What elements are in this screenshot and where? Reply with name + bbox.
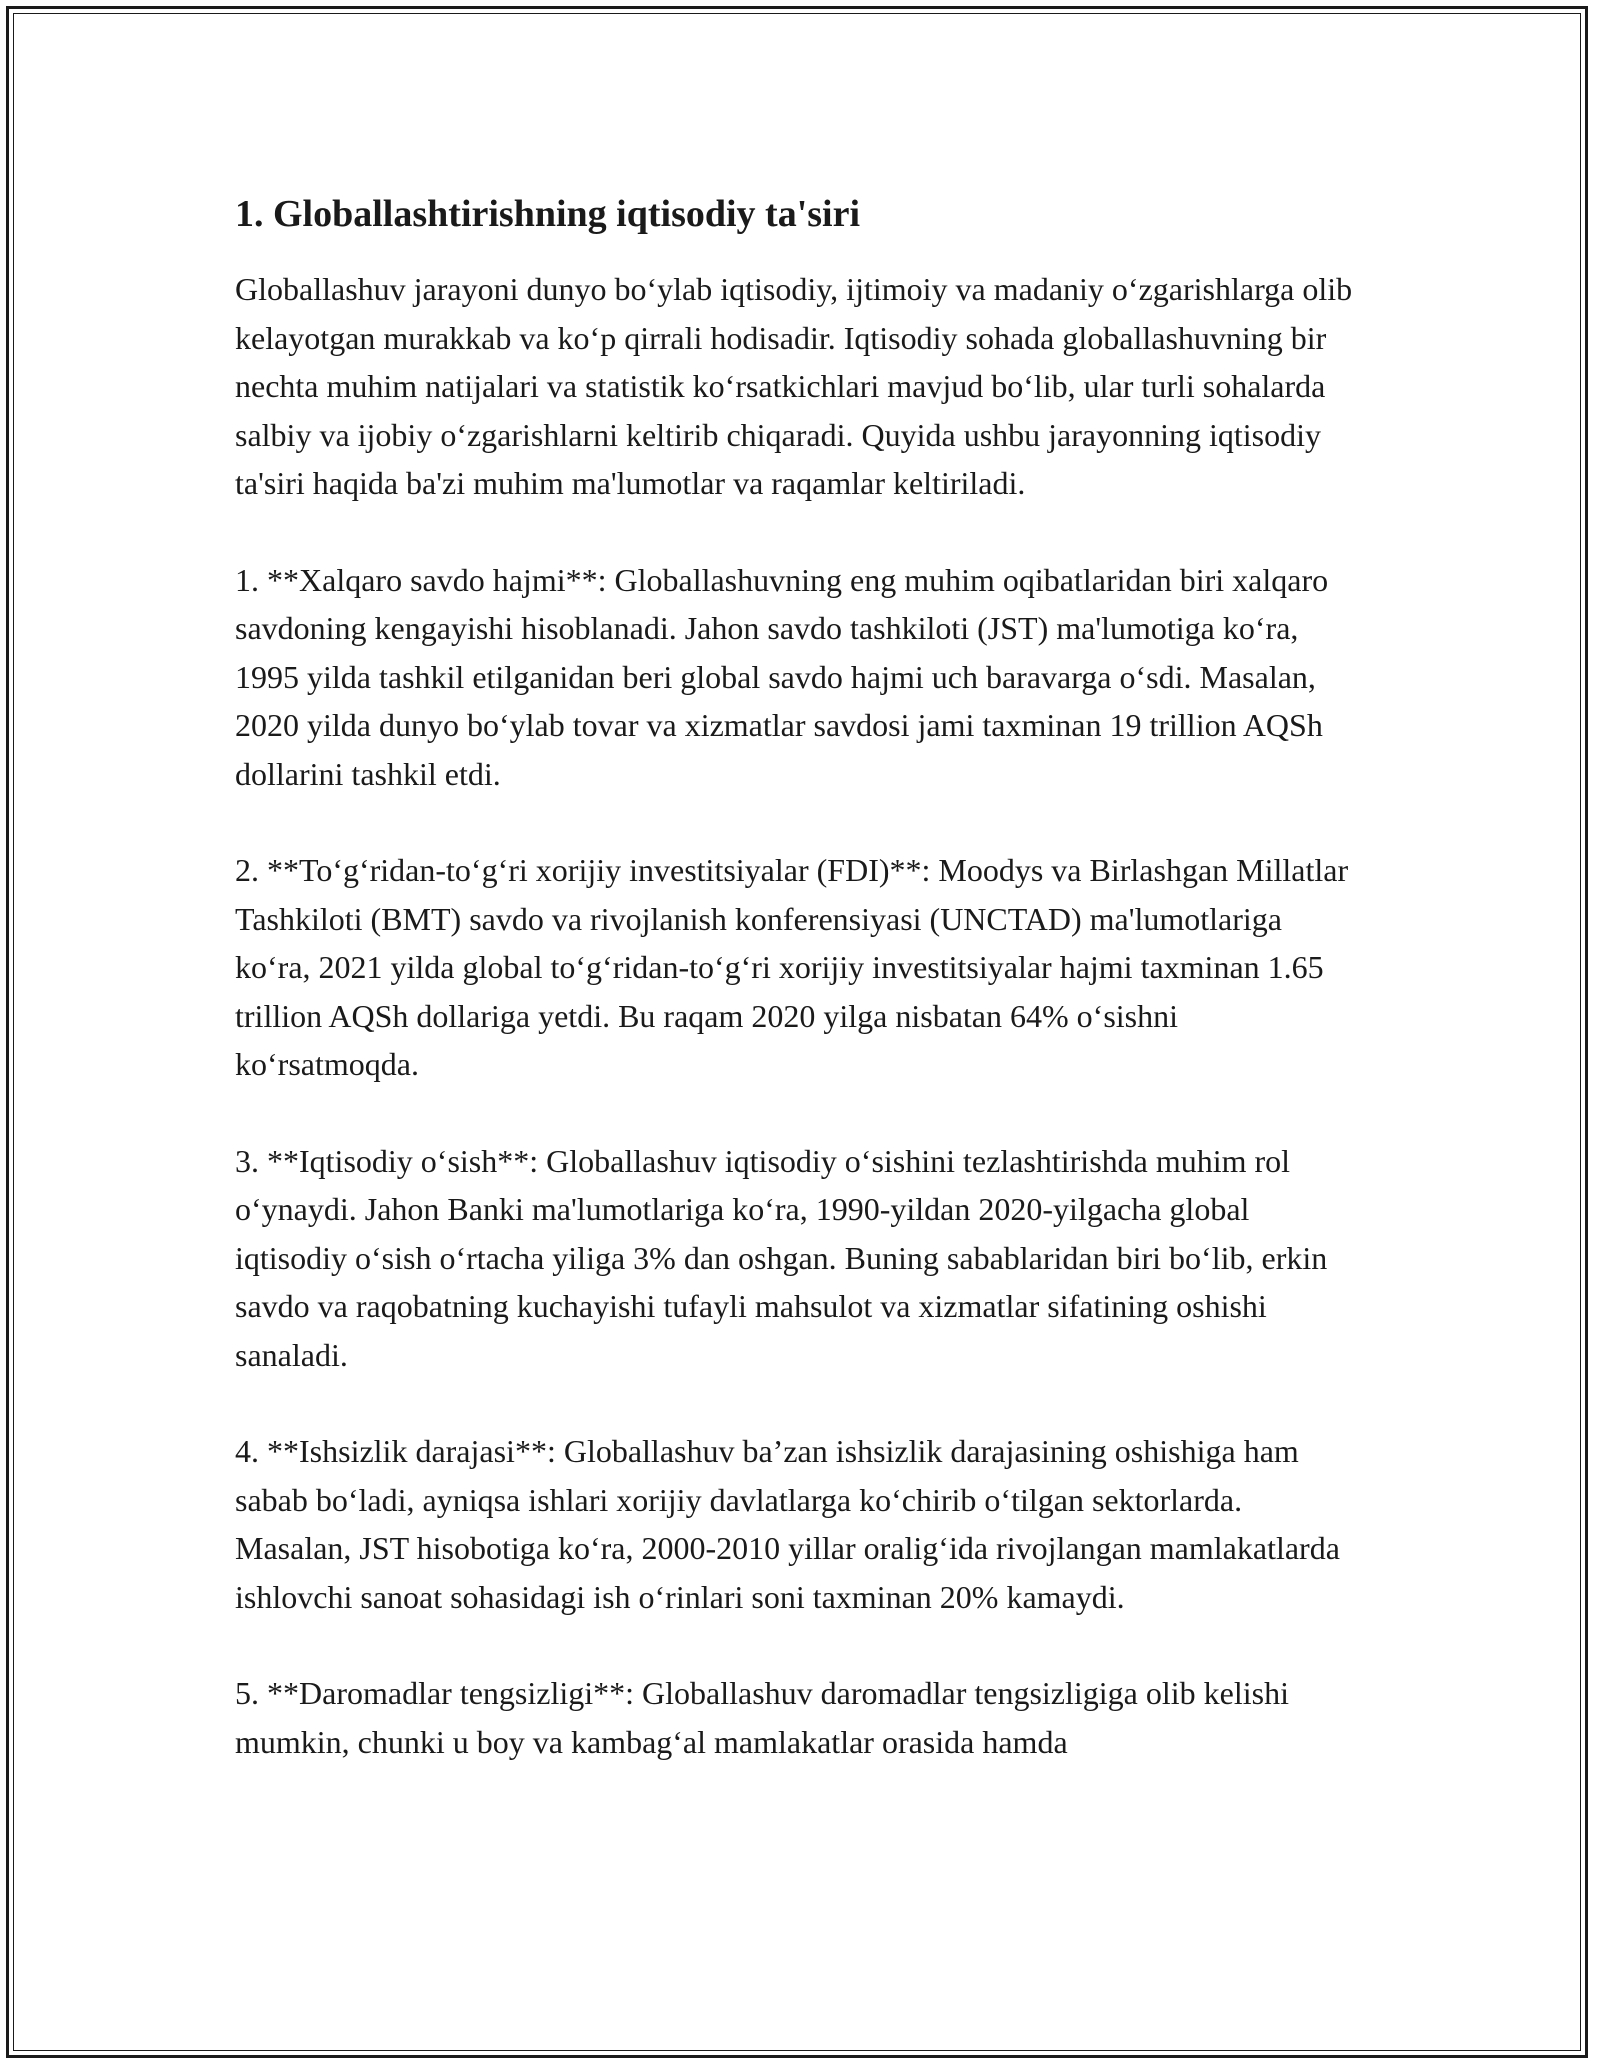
paragraph-economic-growth: 3. **Iqtisodiy o‘sish**: Globallashuv iqtisodiy o‘sishini tezlashtirishda muhim rol o‘ynaydi. Jahon Banki ma'lumotlariga ko‘ra, 1990-yildan 2020-yilgacha global iqtisodiy o‘sish o‘rtacha yiliga 3% dan oshgan. Buning sabablaridan biri bo‘lib, erkin savdo va raqobatning kuchayishi tufayli mahsulot va xizmatlar sifatining oshishi sanaladi. [235,1142,1328,1373]
paragraph-trade-volume: 1. **Xalqaro savdo hajmi**: Globallashuvning eng muhim oqibatlaridan biri xalqaro savdoning kengayishi hisoblanadi. Jahon savdo tashkiloti (JST) ma'lumotiga ko‘ra, 1995 yilda tashkil etilganidan beri global savdo hajmi uch baravarga o‘sdi. Masalan, 2020 yilda dunyo bo‘ylab tovar va xizmatlar savdosi jami taxminan 19 trillion AQSh dollarini tashkil etdi. [235,561,1329,792]
document-body [235,185,1355,1814]
document-title: 1. Globallashtirishning iqtisodiy ta'siri [235,193,861,235]
paragraph-intro: Globallashuv jarayoni dunyo bo‘ylab iqtisodiy, ijtimoiy va madaniy o‘zgarishlarga olib kelayotgan murakkab va ko‘p qirrali hodisadir. Iqtisodiy sohada globallashuvning bir nechta muhim natijalari va statistik ko‘rsatkichlari mavjud bo‘lib, ular turli sohalarda salbiy va ijobiy o‘zgarishlarni keltirib chiqaradi. Quyida ushbu jarayonning iqtisodiy ta'siri haqida ba'zi muhim ma'lumotlar va raqamlar keltiriladi. [235,271,1353,501]
paragraph-income-inequality: 5. **Daromadlar tengsizligi**: Globallashuv daromadlar tengsizligiga olib kelishi mumkin, chunki u boy va kambag‘al mamlakatlar orasida hamda [235,1675,1289,1760]
paragraph-fdi: 2. **To‘g‘ridan-to‘g‘ri xorijiy investitsiyalar (FDI)**: Moodys va Birlashgan Millatlar Tashkiloti (BMT) savdo va rivojlanish konferensiyasi (UNCTAD) ma'lumotlariga ko‘ra, 2021 yilda global to‘g‘ridan-to‘g‘ri xorijiy investitsiyalar hajmi taxminan 1.65 trillion AQSh dollariga yetdi. Bu raqam 2020 yilga nisbatan 64% o‘sishni ko‘rsatmoqda. [235,852,1349,1082]
paragraph-unemployment: 4. **Ishsizlik darajasi**: Globallashuv ba’zan ishsizlik darajasining oshishiga ham sabab bo‘ladi, ayniqsa ishlari xorijiy davlatlarga ko‘chirib o‘tilgan sektorlarda. Masalan, JST hisobotiga ko‘ra, 2000-2010 yillar oralig‘ida rivojlangan mamlakatlarda ishlovchi sanoat sohasidagi ish o‘rinlari soni taxminan 20% kamaydi. [235,1433,1340,1615]
